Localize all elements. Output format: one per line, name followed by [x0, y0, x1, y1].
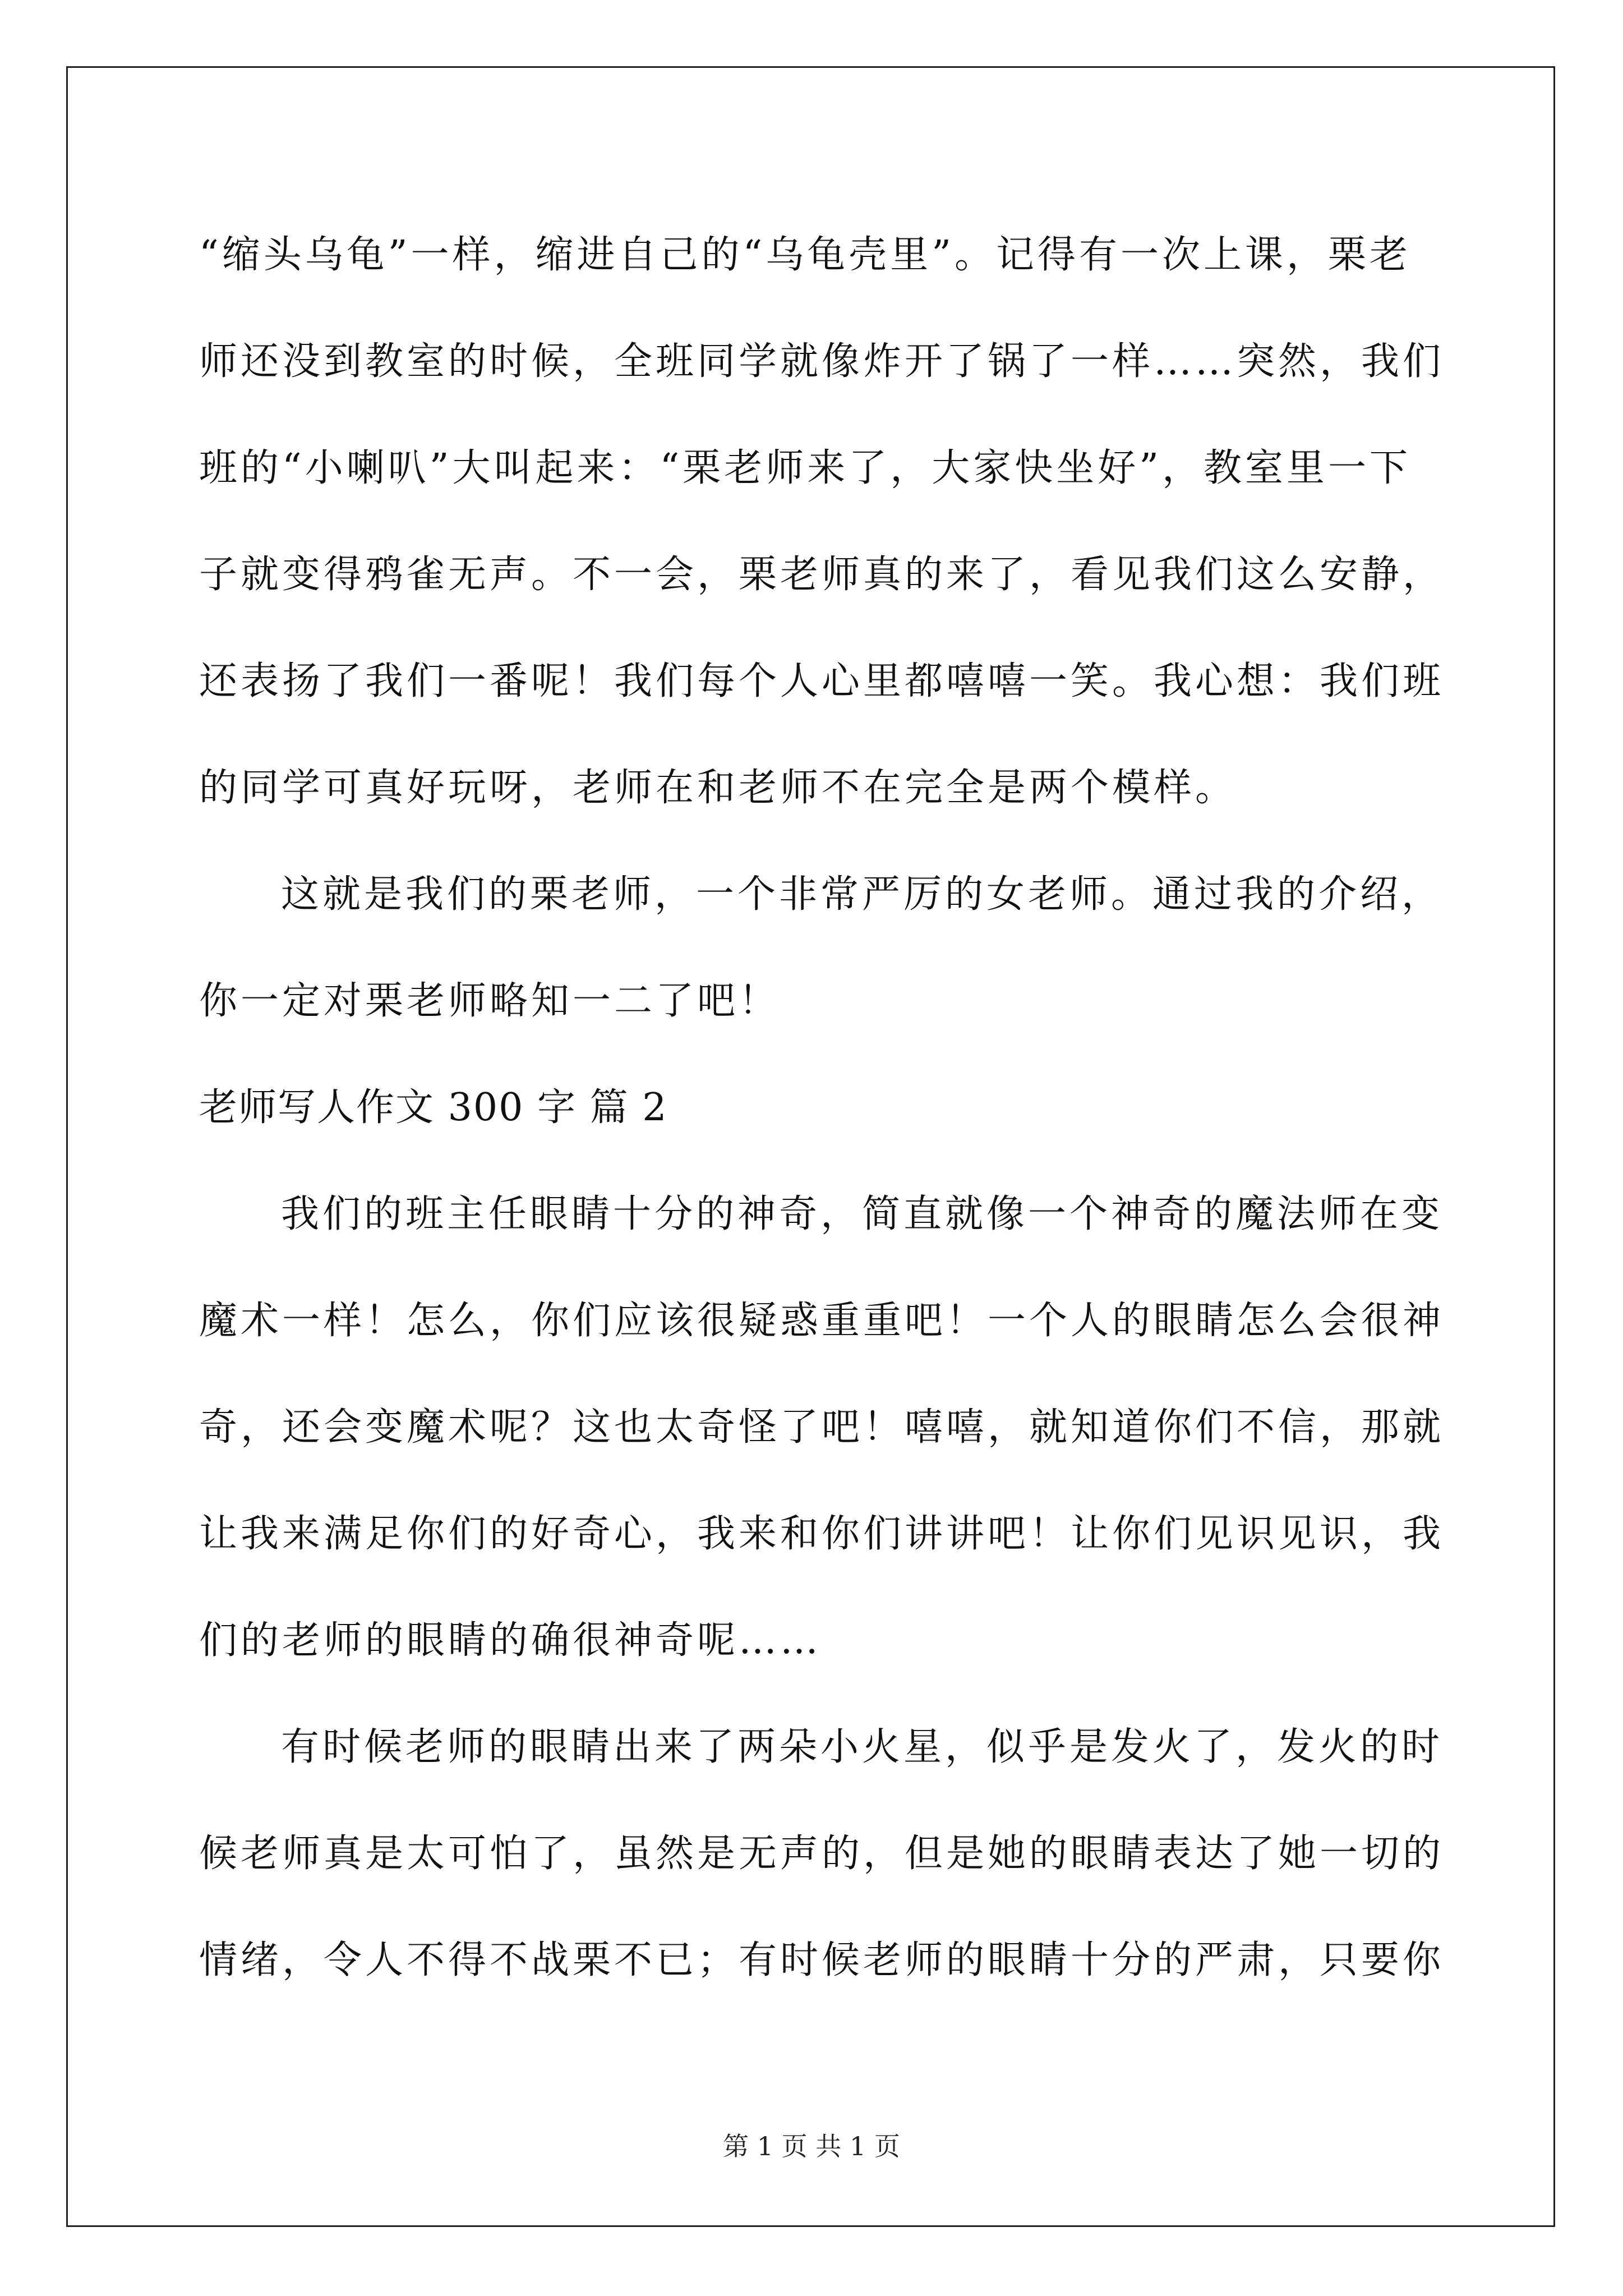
document-body	[199, 202, 1445, 2014]
text-line: 你一定对栗老师略知一二了吧！	[199, 979, 781, 1023]
text-line: 情绪，令人不得不战栗不已；有时候老师的眼睛十分的严肃，只要你	[199, 1938, 1445, 1982]
text-line: 奇，还会变魔术呢？这也太奇怪了吧！嘻嘻，就知道你们不信，那就	[199, 1405, 1445, 1450]
section-heading: 老师写人作文 300 字 篇 2	[199, 1085, 668, 1130]
text-line: 的同学可真好玩呀，老师在和老师不在完全是两个模样。	[199, 766, 1237, 810]
text-line: 我们的班主任眼睛十分的神奇，简直就像一个神奇的魔法师在变	[281, 1192, 1444, 1236]
text-line: 还表扬了我们一番呢！我们每个人心里都嘻嘻一笑。我心想：我们班	[199, 659, 1445, 703]
text-line: 魔术一样！怎么，你们应该很疑惑重重吧！一个人的眼睛怎么会很神	[199, 1299, 1445, 1343]
text-line: 候老师真是太可怕了，虽然是无声的，但是她的眼睛表达了她一切的	[199, 1832, 1445, 1876]
text-line: 让我来满足你们的好奇心，我来和你们讲讲吧！让你们见识见识，我	[199, 1512, 1445, 1556]
text-line: 有时候老师的眼睛出来了两朵小火星，似乎是发火了，发火的时	[281, 1725, 1444, 1769]
text-line: 这就是我们的栗老师，一个非常严厉的女老师。通过我的介绍，	[281, 872, 1444, 917]
text-line: 子就变得鸦雀无声。不一会，栗老师真的来了，看见我们这么安静，	[199, 553, 1445, 597]
text-line: 师还没到教室的时候，全班同学就像炸开了锅了一样……突然，我们	[199, 339, 1445, 384]
page-number-footer: 第 1 页 共 1 页	[723, 2131, 900, 2161]
text-line: “缩头乌龟”一样，缩进自己的“乌龟壳里”。记得有一次上课，栗老	[199, 233, 1412, 277]
text-line: 们的老师的眼睛的确很神奇呢……	[199, 1618, 822, 1663]
text-line: 班的“小喇叭”大叫起来：“栗老师来了，大家快坐好”，教室里一下	[199, 446, 1412, 490]
